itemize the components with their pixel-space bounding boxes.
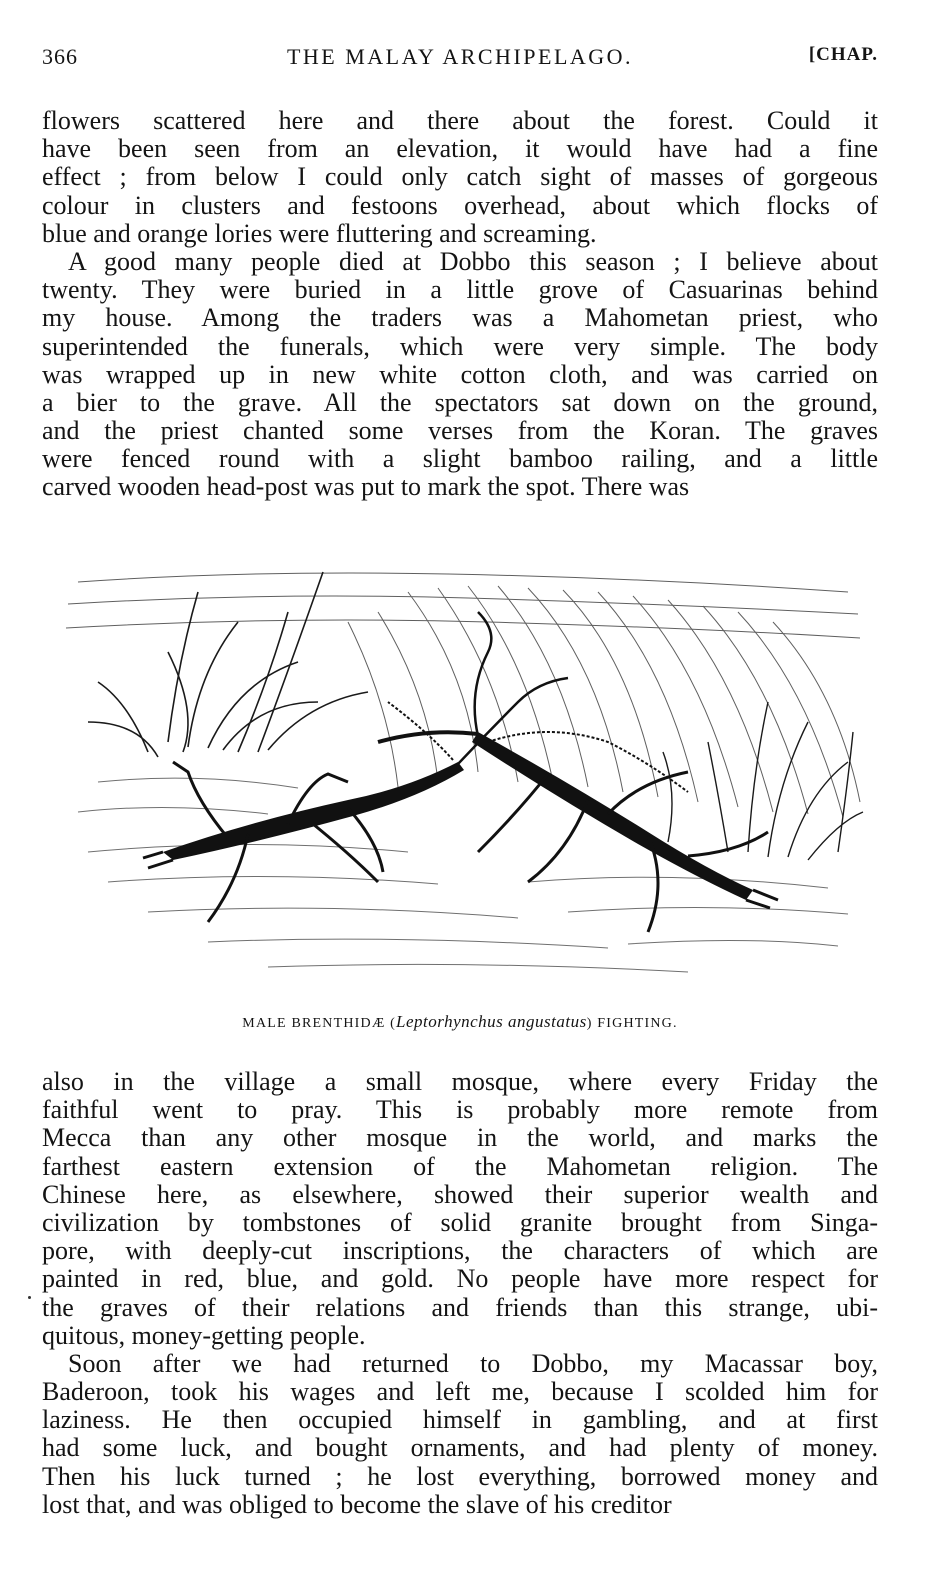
chapter-mark: [CHAP.	[808, 44, 878, 65]
beetle-left	[143, 678, 568, 922]
text-line: pore, with deeply-cut inscriptions, the characters of which are	[42, 1237, 878, 1266]
running-title: THE MALAY ARCHIPELAGO.	[286, 44, 634, 69]
text-block-top	[42, 107, 878, 502]
text-block-bottom	[42, 1068, 878, 1519]
text-line: and the priest chanted some verses from the Koran. The graves	[42, 417, 878, 446]
text-line: was wrapped up in new white cotton cloth, and was carried on	[42, 360, 878, 389]
text-line: my house. Among the traders was a Mahometan priest, who	[42, 304, 878, 333]
text-line: also in the village a small mosque, where every Friday the	[42, 1068, 878, 1096]
text-line: had some luck, and bought ornaments, and had plenty of money.	[42, 1434, 878, 1463]
text-line: quitous, money-getting people.	[42, 1321, 366, 1350]
running-header	[42, 44, 878, 78]
text-line: Then his luck turned ; he lost everything, borrowed money and	[42, 1462, 878, 1491]
caption-suffix: ) FIGHTING.	[586, 1016, 678, 1031]
engraving-figure	[48, 552, 870, 992]
text-line: A good many people died at Dobbo this season ; I believe about	[68, 247, 878, 276]
text-line: Soon after we had returned to Dobbo, my Macassar boy,	[68, 1349, 878, 1378]
text-line: colour in clusters and festoons overhead, about which flocks of	[42, 191, 878, 220]
text-line: a bier to the grave. All the spectators sat down on the ground,	[42, 388, 878, 417]
text-line: lost that, and was obliged to become the slave of his creditor	[42, 1490, 672, 1519]
text-line: Chinese here, as elsewhere, showed their superior wealth and	[42, 1180, 878, 1209]
grass-tufts-left	[88, 572, 368, 757]
text-line: the graves of their relations and friends than this strange, ubi-	[42, 1293, 878, 1322]
text-line: effect ; from below I could only catch sight of masses of gorgeous	[42, 163, 878, 192]
text-line: blue and orange lories were fluttering and screaming.	[42, 219, 597, 248]
print-speck	[28, 1296, 31, 1299]
text-line: have been seen from an elevation, it would have had a fine	[42, 135, 878, 164]
text-line: were fenced round with a slight bamboo railing, and a little	[42, 445, 878, 474]
text-line: carved wooden head-post was put to mark the spot. There was	[42, 473, 690, 502]
caption-species-name: Leptorhynchus angustatus	[396, 1012, 587, 1031]
text-line: Mecca than any other mosque in the world, and marks the	[42, 1124, 878, 1153]
text-line: Baderoon, took his wages and left me, because I scolded him for	[42, 1378, 878, 1407]
caption-prefix: MALE BRENTHIDÆ (	[242, 1016, 397, 1031]
text-line: civilization by tombstones of solid granite brought from Singa-	[42, 1208, 878, 1237]
text-line: farthest eastern extension of the Mahometan religion. The	[42, 1152, 878, 1181]
figure-caption	[42, 1012, 878, 1032]
text-line: painted in red, blue, and gold. No people have more respect for	[42, 1265, 878, 1294]
page-number: 366	[42, 44, 78, 69]
ground-hatching	[78, 778, 848, 972]
text-line: faithful went to pray. This is probably more remote from	[42, 1096, 878, 1125]
beetles-engraving	[48, 552, 870, 992]
text-line: laziness. He then occupied himself in gambling, and at first	[42, 1406, 878, 1435]
text-line: flowers scattered here and there about the forest. Could it	[42, 107, 878, 135]
text-line: superintended the funerals, which were very simple. The body	[42, 332, 878, 361]
text-line: twenty. They were buried in a little grove of Casuarinas behind	[42, 276, 878, 305]
